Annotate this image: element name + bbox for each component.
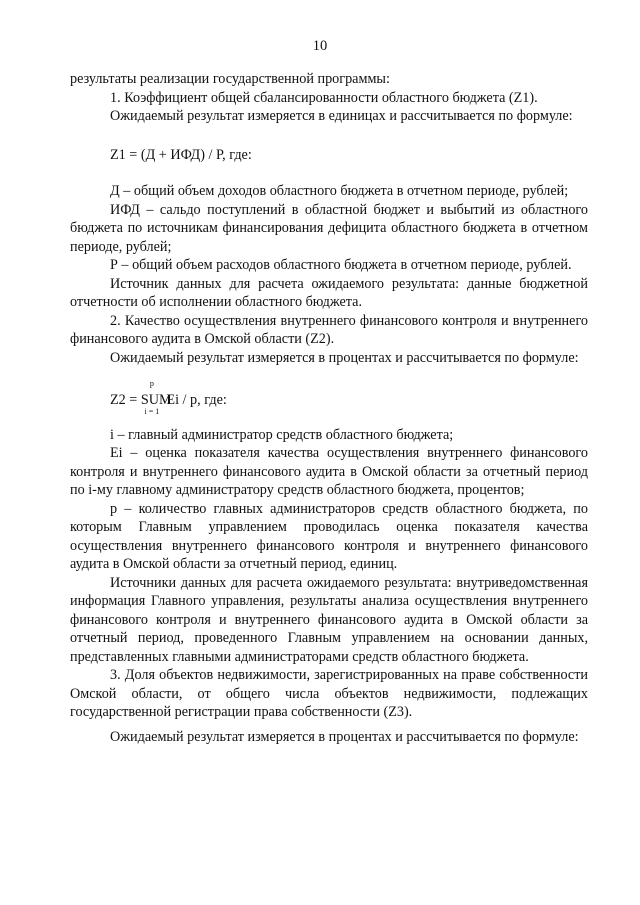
sum-symbol xyxy=(140,379,172,416)
formula-z1: Z1 = (Д + ИФД) / Р, где: xyxy=(110,146,252,163)
formula-z2-left: Z2 = xyxy=(110,392,141,408)
paragraph-i-definition: i – главный администратор средств областного бюджета; xyxy=(110,426,454,443)
sum-label: SUM xyxy=(140,392,172,408)
formula-z2-right: Ei / p, где: xyxy=(162,392,227,408)
paragraph-r-definition: Р – общий объем расходов областного бюджета в отчетном периоде, рублей. xyxy=(110,257,572,273)
paragraph-item-2: 2. Качество осуществления внутреннего финансового контроля и внутреннего финансового аудита в Омской области (Z2). xyxy=(70,312,588,347)
paragraph-intro: результаты реализации государственной программы: xyxy=(70,71,390,87)
document-body xyxy=(70,70,588,746)
paragraph-z2-source: Источники данных для расчета ожидаемого результата: внутриведомственная информация Главного управления, результаты анализа осуществления внутреннего финансового контроля и внутреннего финансового аудита в Омской области за отчетный период, проведенного Главным управлением на основании данных, представленных главными администраторами средств областного бюджета. xyxy=(70,574,588,665)
paragraph-ei-definition: Ei – оценка показателя качества осуществления внутреннего финансового контроля и внутреннего финансового аудита в Омской области за отчетный период по i-му главному администратору средств областного бюджета, процентов; xyxy=(70,445,588,498)
paragraph-z3-description: Ожидаемый результат измеряется в процентах и рассчитывается по формуле: xyxy=(110,728,579,745)
sum-lower-limit: i = 1 xyxy=(144,407,160,416)
paragraph-item-1: 1. Коэффициент общей сбалансированности областного бюджета (Z1). xyxy=(110,89,538,106)
paragraph-item-3: 3. Доля объектов недвижимости, зарегистрированных на праве собственности Омской области, от общего числа объектов недвижимости, подлежащих государственной регистрации права собственности (Z3). xyxy=(70,667,588,720)
sum-upper-limit: p xyxy=(149,379,154,388)
paragraph-z1-source: Источник данных для расчета ожидаемого результата: данные бюджетной отчетности об исполнении областного бюджета. xyxy=(70,275,588,310)
paragraph-p-definition: p – количество главных администраторов средств областного бюджета, по которым Главным управлением проводилась оценка показателя качества осуществления внутреннего финансового контроля и внутреннего финансового аудита в Омской области за отчетный период, единиц. xyxy=(70,500,588,572)
paragraph-z2-description: Ожидаемый результат измеряется в процентах и рассчитывается по формуле: xyxy=(110,349,579,366)
formula-z2 xyxy=(110,379,588,416)
page-number: 10 xyxy=(312,38,328,54)
paragraph-z1-description: Ожидаемый результат измеряется в единицах и рассчитывается по формуле: xyxy=(110,108,573,124)
paragraph-ifd-definition: ИФД – сальдо поступлений в областной бюджет и выбытий из областного бюджета по источникам финансирования дефицита областного бюджета в отчетном периоде, рублей; xyxy=(70,201,588,255)
paragraph-d-definition: Д – общий объем доходов областного бюджета в отчетном периоде, рублей; xyxy=(110,183,569,199)
